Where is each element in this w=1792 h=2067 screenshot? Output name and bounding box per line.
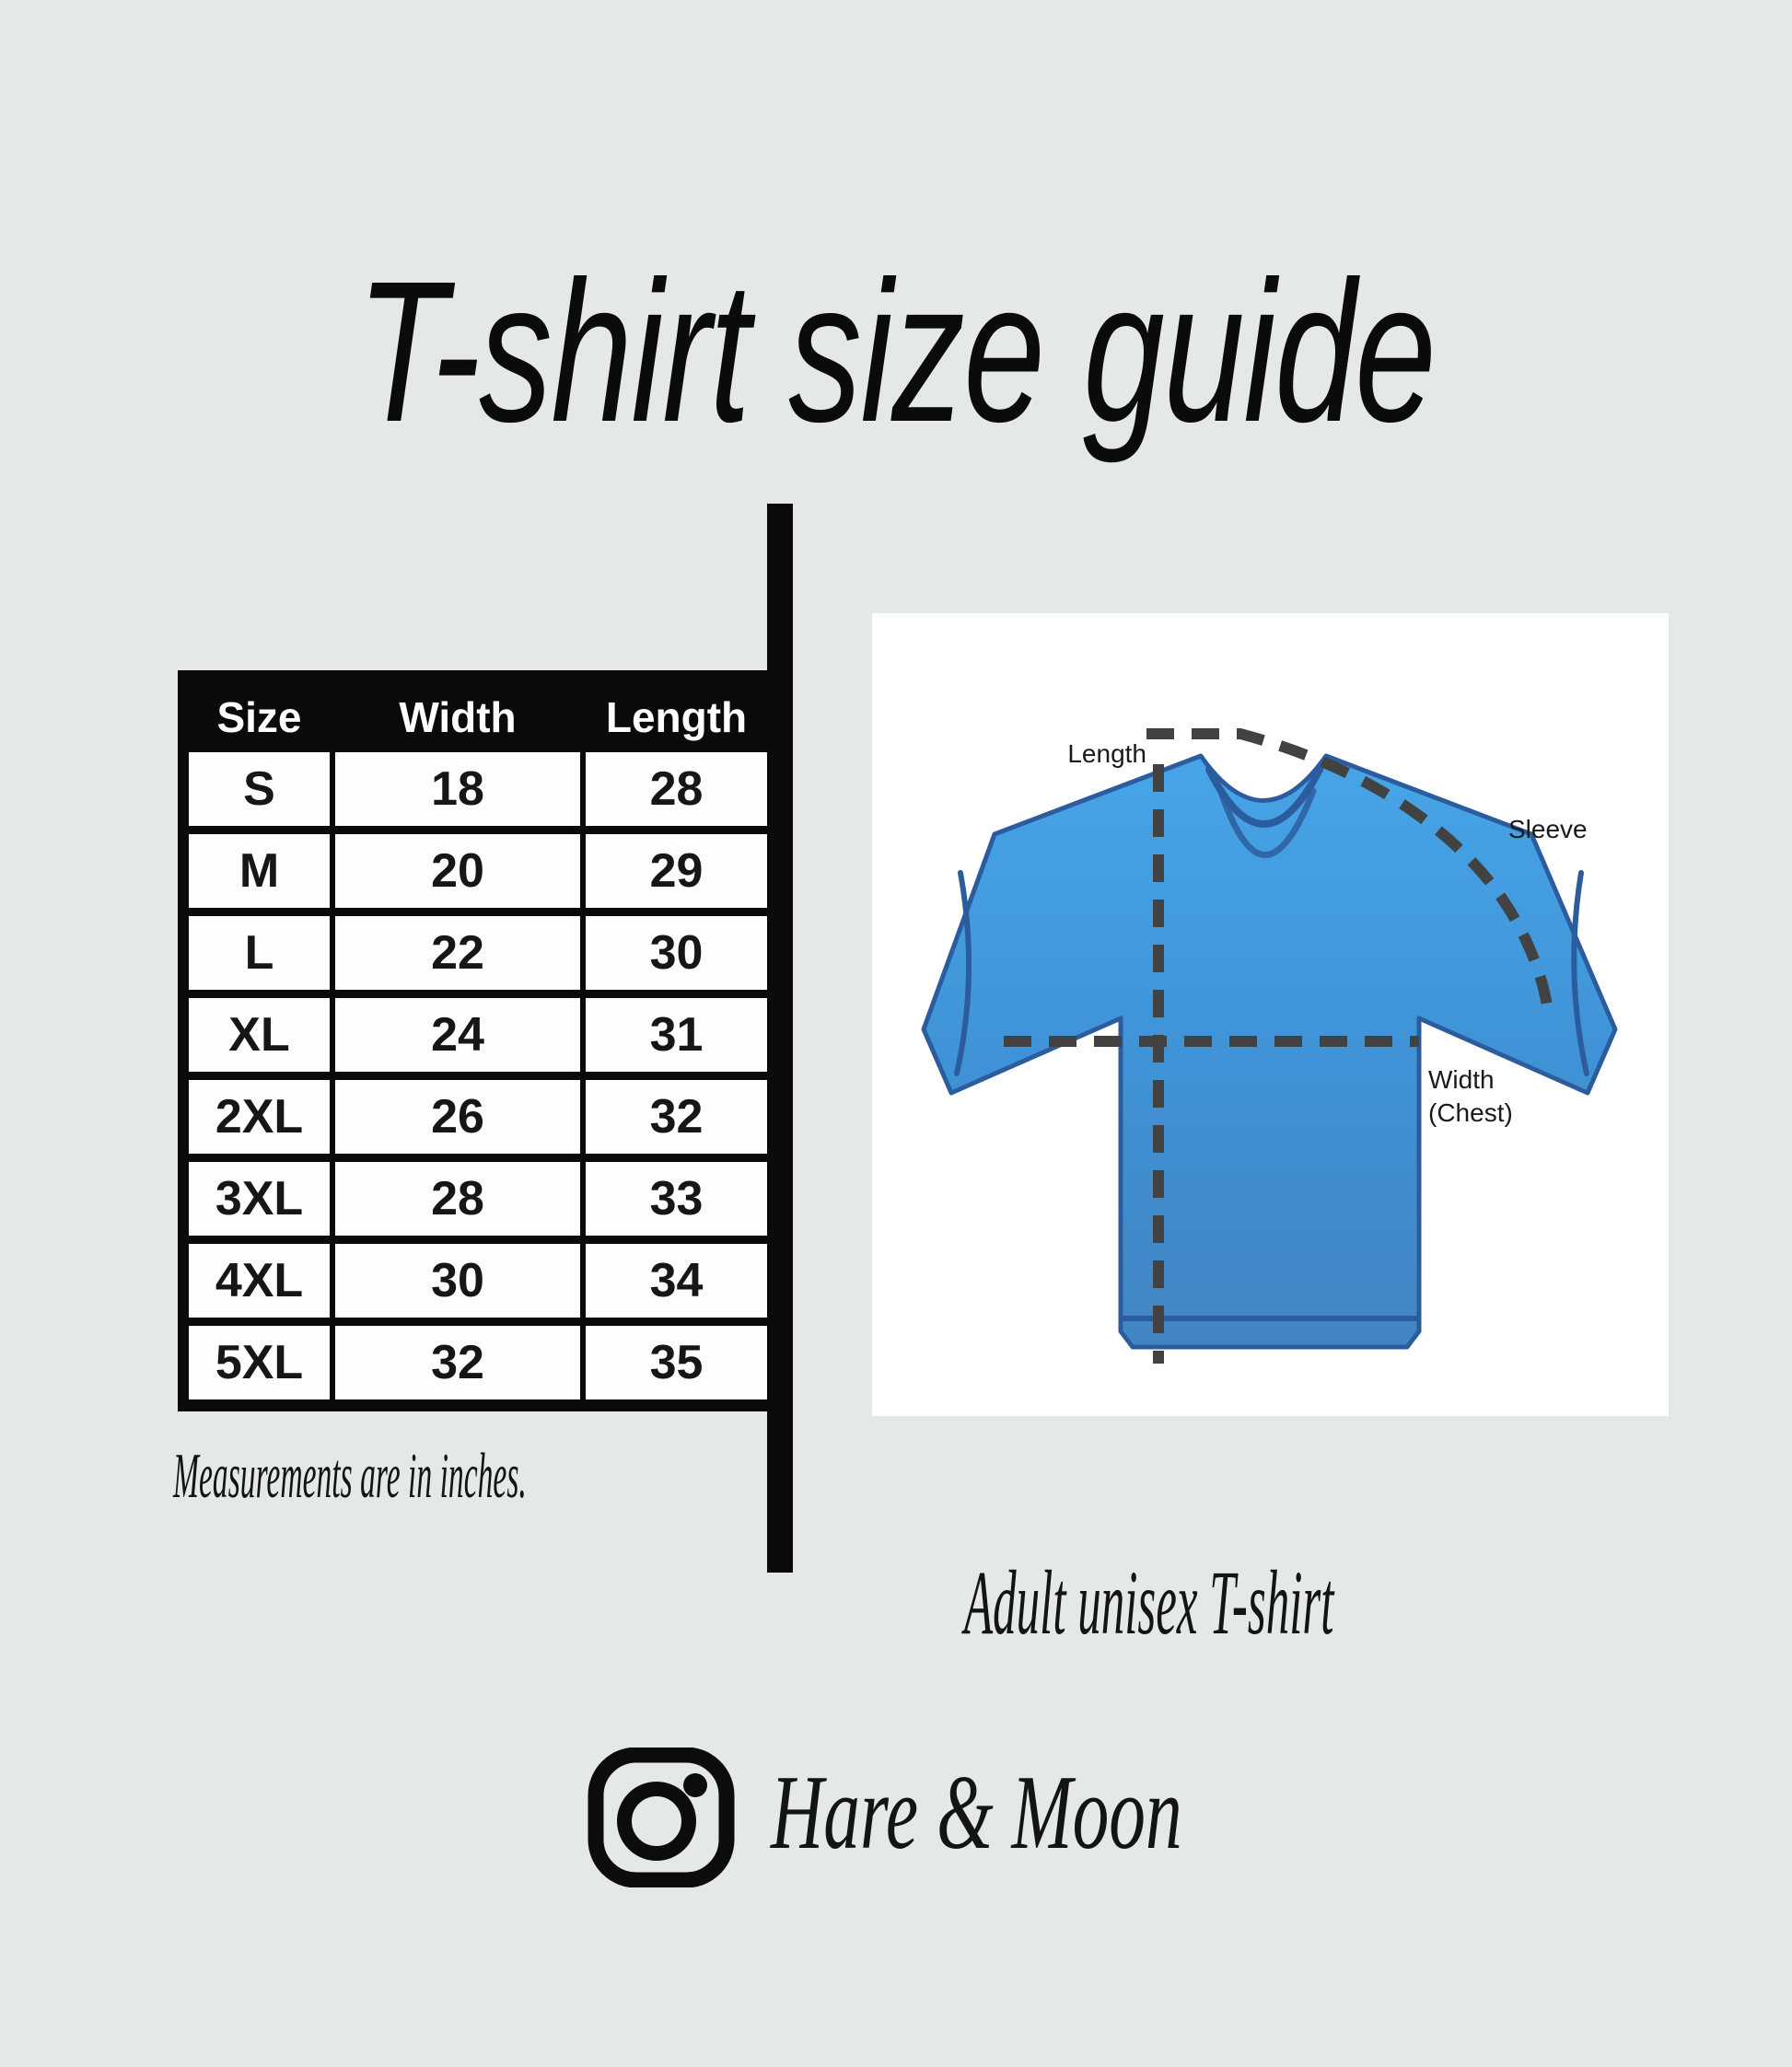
table-cell: 29 <box>586 834 767 908</box>
page-title-text: T-shirt size guide <box>356 240 1436 464</box>
table-cell: 30 <box>586 916 767 990</box>
width-chest-label-line2: (Chest) <box>1428 1098 1513 1127</box>
brand-name: Hare & Moon <box>771 1754 1182 1871</box>
length-label: Length <box>1067 739 1146 768</box>
column-header-size: Size <box>216 692 302 741</box>
sleeve-label: Sleeve <box>1508 815 1588 843</box>
table-cell: 28 <box>586 752 767 826</box>
table-cell: L <box>189 916 330 990</box>
page-title <box>0 240 1792 464</box>
table-cell: 18 <box>335 752 580 826</box>
table-cell: 32 <box>335 1326 580 1399</box>
table-cell: S <box>189 752 330 826</box>
width-chest-label-line1: Width <box>1428 1065 1495 1094</box>
adult-unisex-caption: Adult unisex T-shirt <box>964 1551 1334 1654</box>
tshirt-measurement-diagram <box>872 613 1669 1416</box>
table-cell: 4XL <box>189 1244 330 1318</box>
size-table-header <box>189 681 767 752</box>
table-cell: XL <box>189 998 330 1072</box>
table-cell: 22 <box>335 916 580 990</box>
instagram-icon <box>587 1748 736 1887</box>
table-cell: 28 <box>335 1162 580 1236</box>
table-cell: 31 <box>586 998 767 1072</box>
size-table <box>178 670 793 1411</box>
table-cell: M <box>189 834 330 908</box>
table-cell: 32 <box>586 1080 767 1154</box>
table-cell: 5XL <box>189 1326 330 1399</box>
table-cell: 3XL <box>189 1162 330 1236</box>
table-cell: 2XL <box>189 1080 330 1154</box>
tshirt-shape <box>924 756 1615 1347</box>
tshirt-diagram-panel <box>872 613 1669 1416</box>
column-header-length: Length <box>605 692 748 741</box>
measurements-note: Measurements are in inches. <box>173 1441 527 1512</box>
table-cell: 34 <box>586 1244 767 1318</box>
table-cell: 33 <box>586 1162 767 1236</box>
table-cell: 35 <box>586 1326 767 1399</box>
size-table-body <box>189 752 767 1399</box>
table-cell: 26 <box>335 1080 580 1154</box>
table-cell: 24 <box>335 998 580 1072</box>
table-cell: 30 <box>335 1244 580 1318</box>
table-cell: 20 <box>335 834 580 908</box>
column-header-width: Width <box>399 692 517 741</box>
